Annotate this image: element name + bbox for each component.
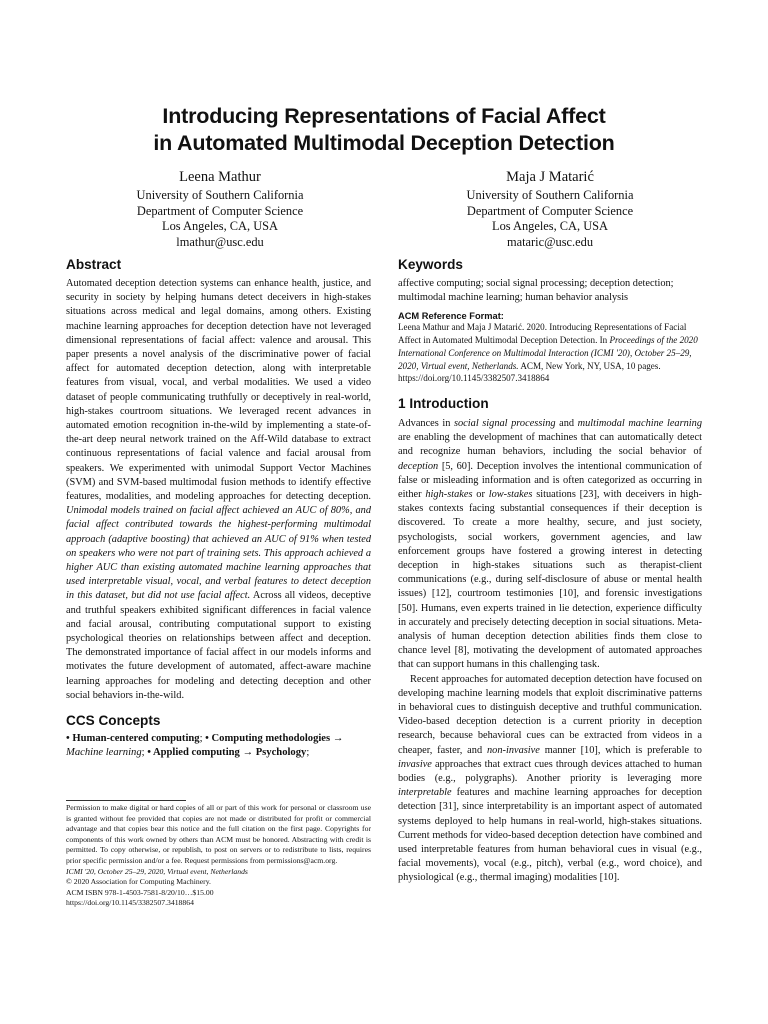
abstract-text [66,277,371,703]
abstract-text-part1: Automated deception detection systems can enhance health, justice, and security in society by helping humans detect deceivers in high-stakes situations across medical and legal domains, among others. Existing machine learning approaches for deception detection have not leveraged dimensional representations of facial affect: valence and arousal. This paper presents a novel analysis of the discriminative power of facial affect for automated deception detection, along with interpretable features from visual, vocal, and verbal modalities. We used a video dataset of people communicating truthfully or deceptively in real-world, high-stakes courtroom situations. We leveraged recent advances in automated emotion recognition in-the-wild by implementing a state-of-the-art deep neural network trained on the Aff-Wild database to extract continuous representations of facial valence and facial arousal from speakers. We experimented with unimodal Support Vector Machines (SVM) and SVM-based multimodal fusion methods to identify effective features, modalities, and modeling approaches for detecting deception. [66,278,371,503]
italic-term: social signal processing [453,417,556,429]
keywords-heading: Keywords [398,257,463,272]
left-column [66,256,371,761]
acm-ref-heading: ACM Reference Format: [398,311,504,322]
text-run: or [472,488,489,500]
intro-paragraph-1 [398,417,702,673]
copyright-line: © 2020 Association for Computing Machinery. [66,877,211,887]
isbn-line: ACM ISBN 978-1-4503-7581-8/20/10…$15.00 [66,887,214,897]
abstract-heading: Abstract [66,257,122,272]
abstract-text-italic: Unimodal models trained on facial affect achieved an AUC of 80%, and facial affect contributed towards the highest-performing multimodal approach (adaptive boosting) that achieved an AUC of 91% when tested on speakers who were not part of training sets. This approach achieved a higher AUC than existing automated machine learning approaches that used interpretable visual, vocal, and verbal features to detect deception in this dataset, but did not use facial affect. [66,505,371,602]
acm-ref-part2: ACM, New York, NY, USA, 10 pages. https://doi.org/10.1145/3382507.3418864 [398,360,661,384]
author-name: Maja J Matarić [506,169,594,185]
acm-ref-italic: Proceedings of the 2020 International Conference on Multimodal Interaction (ICMI '20), October 25–29, 2020, Virtual event, Netherlands. [398,335,698,371]
author-affiliation: University of Southern California [466,188,634,202]
ccs-item: • Human-centered computing [66,733,200,745]
author-department: Department of Computer Science [136,203,304,218]
copyright-footnote [66,803,371,909]
ccs-concepts [66,732,371,760]
text-run: features and machine learning approaches for deception detection [31], since interpretability is an important aspect of automated systems deployed to help humans in real-world, high-stakes situations. Current methods for video-based deception detection have combined and used interpretable features from human behavioral cues in visual (e.g., facial movements), vocal (e.g., pitch), verbal (e.g., word choice), and physiological (e.g., thermal imaging) modalities [10]. [398,787,702,884]
ccs-sep: ; [306,747,310,759]
intro-paragraph-2 [398,673,702,886]
text-run: [5, 60]. Deception involves the intentional communication of false or misleading information and is often categorized as occurring in either [398,460,702,500]
author-email: lmathur@usc.edu [176,234,264,249]
italic-term: non-invasive [486,744,540,756]
italic-term: multimodal machine learning [577,417,702,429]
title-line-1: Introducing Representations of Facial Affect [162,104,606,128]
title-line-2: in Automated Multimodal Deception Detection [153,131,615,155]
paper-title [60,103,708,157]
author-block-2 [400,168,700,250]
permission-notice: Permission to make digital or hard copies of all or part of this work for personal or classroom use is granted without fee provided that copies are not made or distributed for profit or commercial advantage and that copies bear this notice and the full citation on the first page. Copyrights for components of this work owned by others than ACM must be honored. Abstracting with credit is permitted. To copy otherwise, or republish, to post on servers or to redistribute to lists, requires prior specific permission and/or a fee. Request permissions from permissions@acm.org. [66,803,371,865]
author-affiliation: University of Southern California [136,188,304,202]
text-run: are enabling the development of machines that can automatically detect and recognize human behaviors, including the social behavior of [398,432,702,458]
author-name: Leena Mathur [179,169,261,185]
acm-reference [398,311,702,385]
ccs-item: • Applied computing → Psychology [147,747,307,759]
ccs-item: Machine learning [66,747,142,759]
ccs-item: • Computing methodologies [205,733,331,745]
italic-term: high-stakes [425,488,473,500]
author-email: mataric@usc.edu [506,234,594,249]
author-location: Los Angeles, CA, USA [492,219,608,234]
text-run: situations [23], with deceivers in high-stakes contexts facing substantial consequences if their deception is discovered. To create a more healthy, secure, and just society, psychologists, social workers, government agencies, and law enforcement groups have fostered a growing interest in detecting deception in high-stakes situations such as therapist-client communications (e.g., during self-disclosure of abuse or mental health issues) [12], courtroom testimonies [10], and forensic investigations [50]. Humans, even experts trained in lie detection, experience difficulty in accurately and precisely detecting deception in social situations. Meta-analysis of human deception detection abilities finds them close to chance level [8], motivating the development of automated approaches that can support humans in this challenging task. [398,488,703,671]
text-run: Advances in [398,417,454,429]
author-location: Los Angeles, CA, USA [162,219,278,234]
introduction-heading: 1 Introduction [398,395,489,411]
venue-line: ICMI '20, October 25–29, 2020, Virtual event, Netherlands [66,866,248,876]
ccs-arrow: → [330,733,344,745]
acm-ref-text [398,321,702,385]
author-block-1 [70,168,370,250]
abstract-text-part2: Across all videos, deceptive and truthful speakers exhibited significant differences in facial valence and facial arousal, contributing computational support to existing psychological theories on relationships between affect and deception. The demonstrated importance of facial affect in our models informs and motivates the future development of automated, affect-aware machine learning approaches for modeling and detecting deception and other social behaviors in-the-wild. [66,590,372,701]
text-run: Recent approaches for automated deception detection have focused on developing machine learning models that exploit discriminative patterns in behavioral cues to distinguish deceptive and truthful communication. Video-based deception detection is a current priority in deception research, because behavioral cues can be extracted from videos in a cheaper, faster, and [398,673,702,756]
doi-link[interactable]: https://doi.org/10.1145/3382507.3418864 [66,898,194,908]
ccs-sep: ; [141,747,148,759]
text-run: and [555,417,578,429]
italic-term: interpretable [398,787,452,799]
ccs-heading: CCS Concepts [66,713,161,729]
acm-ref-part1: Leena Mathur and Maja J Matarić. 2020. Introducing Representations of Facial Affect in Automated Multimodal Deception Detection. In [398,322,687,346]
italic-term: invasive [398,758,432,770]
text-run: approaches that extract cues through devices attached to human bodies (e.g., polygraphs). Another priority is leveraging more [398,758,702,784]
keywords-text: affective computing; social signal processing; deception detection; multimodal machine learning; human behavior analysis [398,278,674,304]
author-department: Department of Computer Science [466,203,634,218]
ccs-sep: ; [199,733,206,745]
footnote-rule [66,800,186,801]
italic-term: low-stakes [488,488,533,500]
italic-term: deception [398,460,439,472]
text-run: manner [10], which is preferable to [539,744,702,756]
right-column [398,256,702,886]
